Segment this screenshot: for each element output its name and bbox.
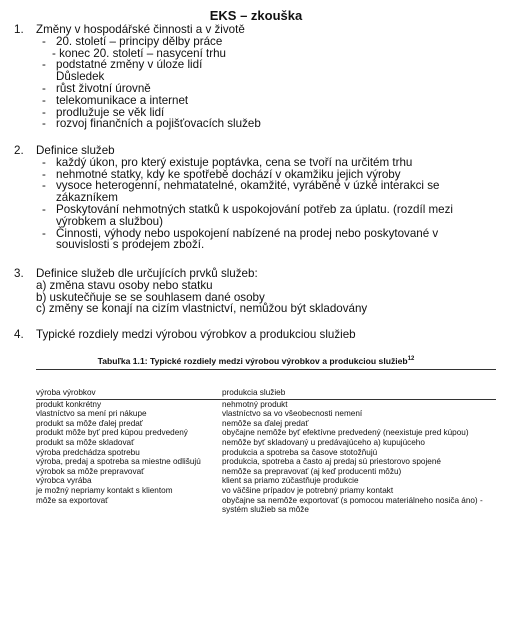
table-cell: nemôže sa ďalej predať	[222, 418, 309, 428]
bullet-dash: -	[42, 202, 46, 216]
list-item-text: telekomunikace a internet	[56, 93, 189, 107]
list-item	[42, 59, 504, 71]
list-item-text: - konec 20. století – nasycení trhu	[52, 46, 227, 60]
list-item	[42, 36, 504, 48]
table-row	[36, 400, 496, 410]
section-heading-text: Změny v hospodářské činnosti a v životě	[36, 23, 245, 36]
table-cell: produkt môže byť pred kúpou predvedený	[36, 428, 188, 438]
bullet-dash: -	[42, 105, 46, 119]
table-cell: produkcia, spotreba a často aj predaj sú priestorovo spojené	[222, 457, 441, 467]
bullet-dash: -	[42, 58, 46, 72]
section-3	[14, 268, 504, 315]
table-row	[36, 457, 496, 467]
table-row	[36, 467, 496, 477]
table-row	[36, 486, 496, 496]
list-item-text: vysoce heterogenní, nehmatatelné, okamžité, vyráběné v úzké interakci se zákazníkem	[56, 179, 440, 205]
bullet-dash: -	[42, 93, 46, 107]
bullet-dash: -	[42, 226, 46, 240]
table-cell: výroba predchádza spotrebu	[36, 447, 140, 457]
comparison-table	[36, 369, 496, 515]
lettered-item: b) uskutečňuje se se souhlasem dané osoby	[36, 290, 265, 304]
section-heading-text: Definice služeb	[36, 144, 115, 157]
table-cell: môže sa exportovať	[36, 495, 109, 505]
table-cell: produkcia a spotreba sa časove stotožňujú	[222, 447, 378, 457]
bullet-dash: -	[42, 155, 46, 169]
section-1	[14, 24, 504, 130]
table-row	[36, 496, 496, 515]
lettered-item: c) změny se konají na cizím vlastnictví, nemůžou být skladovány	[36, 302, 368, 316]
table-caption	[0, 356, 512, 366]
list-item	[42, 157, 482, 169]
table-cell: nemôže sa prepravovať (aj keď producenti môžu)	[222, 466, 402, 476]
table-header-cell: výroba výrobkov	[36, 388, 96, 397]
list-item-text: nehmotné statky, kdy ke spotřebě dochází v okamžiku jejich výroby	[56, 167, 401, 181]
table-cell: obyčajne sa nemôže exportovať (s pomocou materiálneho nosiča áno) - systém služieb sa môže	[222, 495, 483, 515]
list-item	[42, 118, 504, 130]
list-item	[42, 228, 482, 252]
section-number: 1.	[14, 23, 24, 36]
bullet-dash: -	[42, 81, 46, 95]
table-cell: obyčajne nemôže byť efektívne predvedený (neexistuje pred kúpou)	[222, 428, 469, 438]
table-header-cell: produkcia služieb	[222, 388, 286, 397]
table-cell: produkt konkrétny	[36, 399, 102, 409]
table-cell: vlastníctvo sa vo všeobecnosti nemení	[222, 409, 363, 419]
table-row	[36, 419, 496, 429]
list-item-text: Činnosti, výhody nebo uspokojení nabízené na prodej nebo poskytované v souvislosti s prodejem zboží.	[56, 226, 439, 252]
table-cell: produkt sa môže ďalej predať	[36, 418, 143, 428]
document-title: EKS – zkouška	[209, 8, 303, 23]
list-item-text: Poskytování nehmotných statků k uspokojování potřeb za úplatu. (rozdíl mezi výrobkem a službou)	[56, 202, 453, 228]
list-item-text: prodlužuje se věk lidí	[56, 105, 165, 119]
list-item-text: každý úkon, pro který existuje poptávka, cena se tvoří na určitém trhu	[56, 155, 413, 169]
bullet-dash: -	[42, 34, 46, 48]
section-number: 2.	[14, 144, 24, 157]
table-row	[36, 448, 496, 458]
lettered-item: a) změna stavu osoby nebo statku	[36, 278, 213, 292]
section-heading	[14, 329, 504, 341]
section-4	[14, 329, 504, 341]
table-header-row	[36, 370, 496, 400]
table-cell: je možný nepriamy kontakt s klientom	[36, 485, 173, 495]
list-item	[42, 83, 504, 95]
section-1-list	[14, 36, 504, 130]
bullet-dash: -	[42, 117, 46, 131]
table-cell: klient sa priamo zúčastňuje produkcie	[222, 476, 359, 486]
table-row	[36, 476, 496, 486]
bullet-dash: -	[42, 179, 46, 193]
table-body	[36, 400, 496, 515]
table-cell: vlastníctvo sa mení pri nákupe	[36, 409, 147, 419]
list-item-text: rozvoj finančních a pojišťovacích služeb	[56, 117, 261, 131]
section-heading-text: Definice služeb dle určujících prvků služeb:	[36, 267, 258, 280]
bullet-dash: -	[42, 167, 46, 181]
table-cell: výrobca vyrába	[36, 476, 92, 486]
section-2-list	[42, 157, 482, 251]
list-item	[42, 95, 504, 107]
section-3-list	[36, 280, 504, 315]
list-item-text: Důsledek	[56, 70, 105, 84]
list-item-text: růst životní úrovně	[56, 81, 151, 95]
table-row	[36, 428, 496, 438]
section-number: 4.	[14, 328, 24, 341]
section-2	[14, 145, 504, 251]
table-cell: nemôže byť skladovaný u predávajúceho a) kupujúceho	[222, 437, 425, 447]
table-cell: výroba, predaj a spotreba sa miestne odlišujú	[36, 457, 201, 467]
table-cell: nehmotný produkt	[222, 399, 288, 409]
table-caption-footnote: 12	[407, 356, 415, 363]
table-row	[36, 409, 496, 419]
table-row	[36, 438, 496, 448]
table-cell: výrobok sa môže prepravovať	[36, 466, 145, 476]
table-cell: vo väčšine prípadov je potrebný priamy kontakt	[222, 485, 394, 495]
list-item	[42, 180, 482, 204]
section-heading-text: Typické rozdiely medzi výrobou výrobkov a produkciou služieb	[36, 328, 356, 341]
list-item	[42, 204, 482, 228]
table-caption-text: Tabuľka 1.1: Typické rozdiely medzi výrobou výrobkov a produkciou služieb	[97, 356, 408, 366]
table-cell: produkt sa môže skladovať	[36, 437, 135, 447]
section-number: 3.	[14, 267, 24, 280]
list-item-text: podstatné změny v úloze lidí	[56, 58, 203, 72]
list-item-text: 20. století – principy dělby práce	[56, 34, 223, 48]
